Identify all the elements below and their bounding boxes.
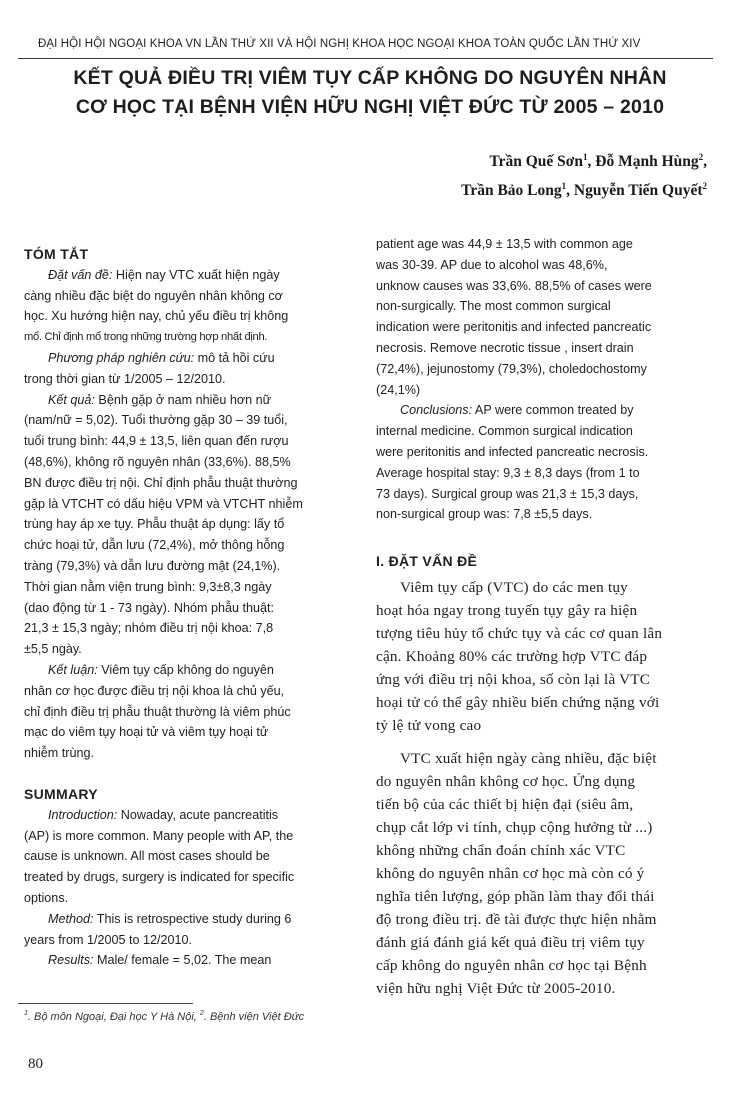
summary-method (24, 909, 359, 951)
paragraph-line: (dao động từ 1 - 73 ngày). Nhóm phẫu thuật: (24, 600, 274, 615)
summary-introduction (24, 805, 359, 909)
paragraph-line: nghĩa tiên lượng, góp phần làm thay đổi thái (376, 887, 655, 905)
paragraph-line: tràng (79,3%) và dẫn lưu đường mật (24,1%). (24, 558, 281, 573)
tom-tat-dat-van-de (24, 265, 359, 348)
running-header: ĐẠI HỘI HỘI NGOẠI KHOA VN LẦN THỨ XII VÀ HỘI NGHỊ KHOA HỌC NGOẠI KHOA TOÀN QUỐC LẦN THỨ XIV (38, 38, 641, 50)
paragraph-line: options. (24, 890, 69, 905)
paragraph-line: tỷ lệ tử vong cao (376, 716, 482, 734)
paragraph-line: patient age was 44,9 ± 13,5 with common age (376, 237, 633, 251)
paragraph-line: trùng hay áp xe tụy. Phẫu thuật áp dụng: lấy tổ (24, 517, 285, 532)
left-column (24, 244, 359, 971)
paragraph-line: Conclusions: AP were common treated by (400, 403, 634, 418)
paragraph-line: was 30-39. AP due to alcohol was 48,6%, (376, 257, 608, 272)
paragraph-line: đánh giá đánh giá kết quả điều trị viêm tụy (376, 933, 645, 951)
paragraph-line: tuổi trung bình: 44,9 ± 13,5, liên quan đến rượu (24, 434, 289, 449)
spacer (24, 764, 359, 784)
paragraph-line: ±5,5 ngày. (24, 642, 82, 657)
author-name: , Đỗ Mạnh Hùng (587, 153, 699, 170)
paragraph-line: indication were peritonitis and infected pancreatic (376, 320, 652, 335)
paragraph-line: trong thời gian từ 1/2005 – 12/2010. (24, 371, 226, 386)
paragraph-line: were peritonitis and infected pancreatic necrosis. (376, 444, 649, 459)
section-label: Introduction: (48, 807, 118, 822)
paragraph-line: ứng với điều trị nội khoa, số còn lại là VTC (376, 670, 651, 688)
article-title (40, 64, 700, 122)
footnote-rule (18, 1003, 193, 1004)
paragraph-line: do nguyên nhân không cơ học. Ứng dụng (376, 772, 636, 790)
title-line-2: CƠ HỌC TẠI BỆNH VIỆN HỮU NGHỊ VIỆT ĐỨC TỪ 2005 – 2010 (75, 96, 665, 118)
paragraph-line: (72,4%), jejunostomy (79,3%), choledochostomy (376, 361, 647, 376)
paragraph-line: tượng tiêu hủy tổ chức tụy và các cơ quan lân (376, 624, 663, 642)
paragraph-line: tiến bộ của các thiết bị hiện đại (siêu âm, (376, 795, 634, 813)
paragraph-line: viện hữu nghị Việt Đức từ 2005-2010. (376, 979, 616, 997)
section-label: Results: (48, 953, 94, 968)
footnote-text: . Bộ môn Ngoại, Đại học Y Hà Nội, (27, 1011, 200, 1023)
paragraph-line: (48,6%), không rõ nguyên nhân (33,6%). 88,5% (24, 454, 291, 469)
title-line-1: KẾT QUẢ ĐIỀU TRỊ VIÊM TỤY CẤP KHÔNG DO NGUYÊN NHÂN (73, 67, 667, 89)
paragraph-line: Introduction: Nowaday, acute pancreatitis (48, 807, 279, 822)
paragraph-line: necrosis. Remove necrotic tissue , insert drain (376, 340, 634, 355)
paragraph-line: nhiễm trùng. (24, 746, 95, 761)
summary-results-start: Results: Male/ female = 5,02. The mean (48, 953, 272, 968)
paragraph-line: hoạt hóa ngay trong tuyến tụy gây ra hiện (376, 601, 638, 619)
tom-tat-ket-qua (24, 390, 359, 660)
footnote-mark: 2 (199, 1010, 204, 1017)
summary-results-continued (376, 234, 708, 400)
paragraph-line: hoại tử có thể gây nhiều biến chứng nặng với (376, 693, 660, 711)
section-label: Kết quả: (48, 392, 95, 407)
author-name: , Nguyễn Tiến Quyết (566, 182, 703, 199)
paragraph-line: gặp là VTCHT có dấu hiệu VPM và VTCHT nhiễm (24, 496, 303, 511)
paragraph-line: chức hoại tử, dẫn lưu (72,4%), mở thông hỗng (24, 538, 285, 553)
section-label: Method: (48, 911, 94, 926)
spacer (376, 737, 708, 747)
paragraph-line: Kết luận: Viêm tụy cấp không do nguyên (48, 662, 274, 677)
paragraph-line: (AP) is more common. Many people with AP, the (24, 828, 294, 843)
paragraph-line: unknow causes was 33,6%. 88,5% of cases were (376, 278, 652, 293)
paragraph-line: treated by drugs, surgery is indicated for specific (24, 870, 295, 885)
paragraph-line: cause is unknown. All most cases should be (24, 849, 270, 864)
paragraph-line: mạc do viêm tụy hoại tử và viêm tụy hoại tử (24, 725, 269, 740)
paragraph-line: cấp không do nguyên nhân cơ học tại Bệnh (376, 956, 647, 974)
paragraph-line: 21,3 ± 15,3 ngày; nhóm điều trị nội khoa: 7,8 (24, 621, 274, 636)
tom-tat-phuong-phap (24, 348, 359, 390)
paragraph-line: độ trong điều trị. đề tài được thực hiện nhằm (376, 910, 657, 928)
tom-tat-heading: TÓM TẮT (24, 246, 89, 262)
paragraph-line: Kết quả: Bệnh gặp ở nam nhiều hơn nữ (48, 392, 272, 407)
paragraph-line: Thời gian nằm viện trung bình: 9,3±8,3 ngày (24, 579, 272, 594)
paragraph-line: nhân cơ học được điều trị nội khoa là chủ yếu, (24, 683, 285, 698)
paragraph-line: (nam/nữ = 5,02). Tuổi thường gặp 30 – 39 tuổi, (24, 413, 288, 428)
section-label: Đặt vấn đề: (48, 267, 113, 282)
paragraph-line: Đặt vấn đề: Hiện nay VTC xuất hiện ngày (48, 267, 280, 282)
paragraph-line: mổ. Chỉ định mổ trong những trường hợp nhất định. (24, 331, 268, 344)
section-1-paragraph-1 (376, 576, 708, 737)
paragraph-line: học. Xu hướng hiện nay, chủ yếu điều trị không (24, 309, 289, 324)
paragraph-line: non-surgical group was: 7,8 ±5,5 days. (376, 507, 593, 522)
paragraph-line: chụp cắt lớp vi tính, chụp cộng hưởng từ ...) (376, 818, 653, 836)
paragraph-line: internal medicine. Common surgical indication (376, 424, 633, 439)
footnote (24, 1010, 304, 1023)
section-label: Conclusions: (400, 403, 473, 418)
page-number: 80 (28, 1056, 43, 1072)
summary-heading: SUMMARY (24, 785, 98, 802)
author-list (461, 145, 707, 203)
author-name: Trần Bảo Long (461, 182, 562, 199)
author-separator: , (703, 153, 707, 170)
footnote-text: . Bệnh viện Việt Đức (203, 1011, 305, 1023)
authors-line-1 (461, 145, 707, 174)
affiliation-mark: 1 (561, 181, 567, 191)
footnote-mark: 1 (24, 1010, 28, 1017)
paragraph-line: Viêm tụy cấp (VTC) do các men tụy (400, 578, 628, 596)
paragraph-line: 73 days). Surgical group was 21,3 ± 15,3 days, (376, 486, 639, 501)
author-name: Trần Quế Sơn (489, 153, 583, 170)
paragraph-line: non-surgically. The most common surgical (376, 299, 611, 314)
affiliation-mark: 2 (702, 181, 707, 191)
authors-line-2 (461, 174, 707, 203)
paragraph-line: Method: This is retrospective study during 6 (48, 911, 292, 926)
section-label: Kết luận: (48, 662, 98, 677)
paragraph-line: không do nguyên nhân cơ học mà còn có ý (376, 864, 645, 882)
paragraph-line: years from 1/2005 to 12/2010. (24, 932, 193, 947)
right-column (376, 234, 708, 1000)
paragraph-line: (24,1%) (376, 382, 421, 397)
paragraph-line: cận. Khoảng 80% các trường hợp VTC đáp (376, 647, 648, 665)
section-1-heading: I. ĐẶT VẤN ĐỀ (376, 553, 478, 570)
affiliation-mark: 1 (583, 152, 588, 162)
paragraph-line: không những chẩn đoán chính xác VTC (376, 841, 626, 859)
paragraph-line: càng nhiều đặc biệt do nguyên nhân không cơ (24, 288, 283, 303)
paragraph-line: BN được điều trị nội. Chỉ định phẫu thuật thường (24, 475, 298, 490)
paragraph-line: Average hospital stay: 9,3 ± 8,3 days (from 1 to (376, 465, 640, 480)
section-label: Phương pháp nghiên cứu: (48, 350, 195, 365)
header-rule (18, 58, 713, 59)
paragraph-line: chỉ định điều trị phẫu thuật thường là viêm phúc (24, 704, 291, 719)
affiliation-mark: 2 (698, 152, 704, 162)
tom-tat-ket-luan (24, 660, 359, 764)
paragraph-line: Phương pháp nghiên cứu: mô tả hồi cứu (48, 350, 275, 365)
summary-conclusions (376, 400, 708, 525)
section-1-paragraph-2 (376, 747, 708, 1000)
paragraph-line: VTC xuất hiện ngày càng nhiều, đặc biệt (400, 749, 657, 767)
